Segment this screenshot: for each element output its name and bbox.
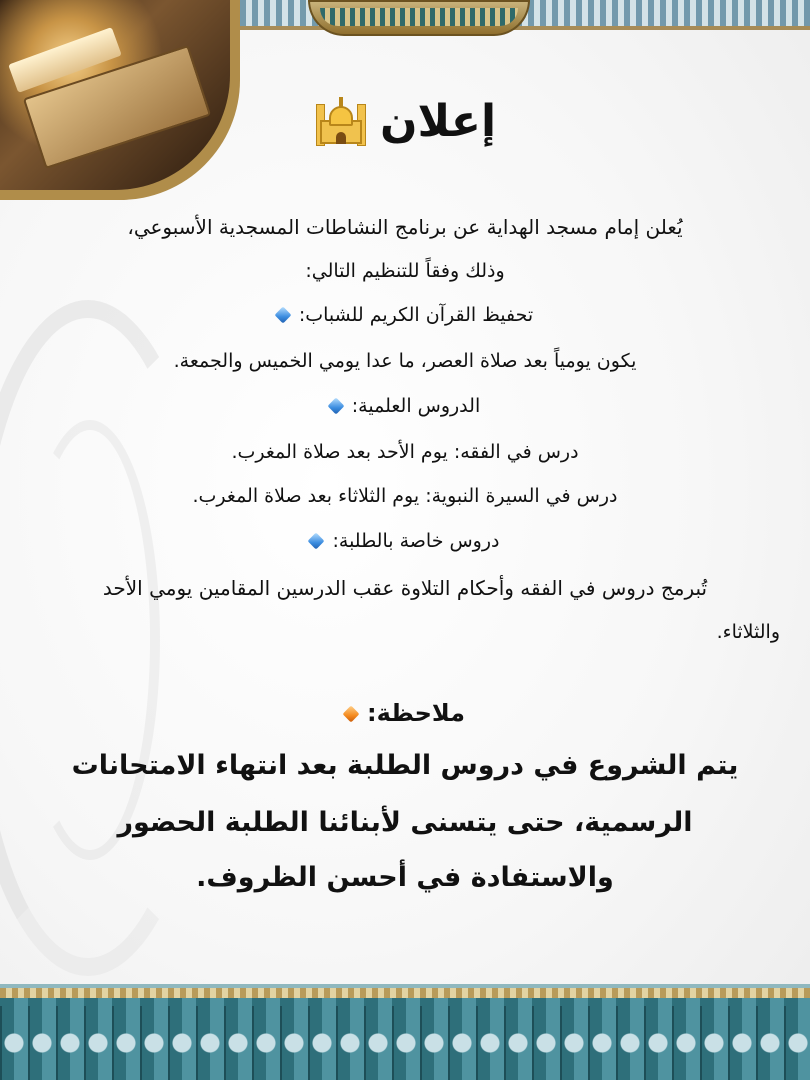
bottom-ornamental-border [0, 988, 810, 1080]
section-quran-heading: تحفيظ القرآن الكريم للشباب: [298, 304, 534, 326]
note-line-3: والاستفادة في أحسن الظروف. [196, 862, 614, 893]
mosque-icon [314, 94, 368, 148]
small-orange-diamond-icon [343, 705, 360, 722]
note-line-1: يتم الشروع في دروس الطلبة بعد انتهاء الامتحانات [71, 750, 739, 781]
section-lessons-heading: الدروس العلمية: [351, 395, 481, 417]
section-lessons-heading-row [30, 394, 780, 419]
note-heading: ملاحظة: [367, 699, 465, 727]
lesson-seerah: درس في السيرة النبوية: يوم الثلاثاء بعد صلاة المغرب. [192, 485, 618, 507]
title-row [30, 86, 780, 156]
lesson-fiqh: درس في الفقه: يوم الأحد بعد صلاة المغرب. [231, 441, 579, 463]
section-quran-text: يكون يومياً بعد صلاة العصر، ما عدا يومي الخميس والجمعة. [173, 350, 637, 372]
small-blue-diamond-icon [274, 307, 291, 324]
top-ornamental-medallion [308, 0, 530, 36]
note-heading-row [30, 698, 780, 729]
small-blue-diamond-icon [327, 398, 344, 415]
note-line-2: الرسمية، حتى يتسنى لأبنائنا الطلبة الحضور [117, 807, 693, 838]
announcement-title: إعلان [379, 95, 497, 147]
section-students-text-line-2: والثلاثاء. [716, 621, 780, 643]
small-blue-diamond-icon [308, 533, 325, 550]
intro-line-2: وذلك وفقاً للتنظيم التالي: [305, 260, 505, 282]
section-quran-heading-row [30, 303, 780, 328]
section-students-heading: دروس خاصة بالطلبة: [332, 530, 500, 552]
section-students-heading-row [30, 529, 780, 554]
intro-line-1: يُعلن إمام مسجد الهداية عن برنامج النشاطات المسجدية الأسبوعي، [127, 215, 683, 239]
section-students-text-line-1: تُبرمج دروس في الفقه وأحكام التلاوة عقب الدرسين المقامين يومي الأحد [102, 576, 708, 600]
